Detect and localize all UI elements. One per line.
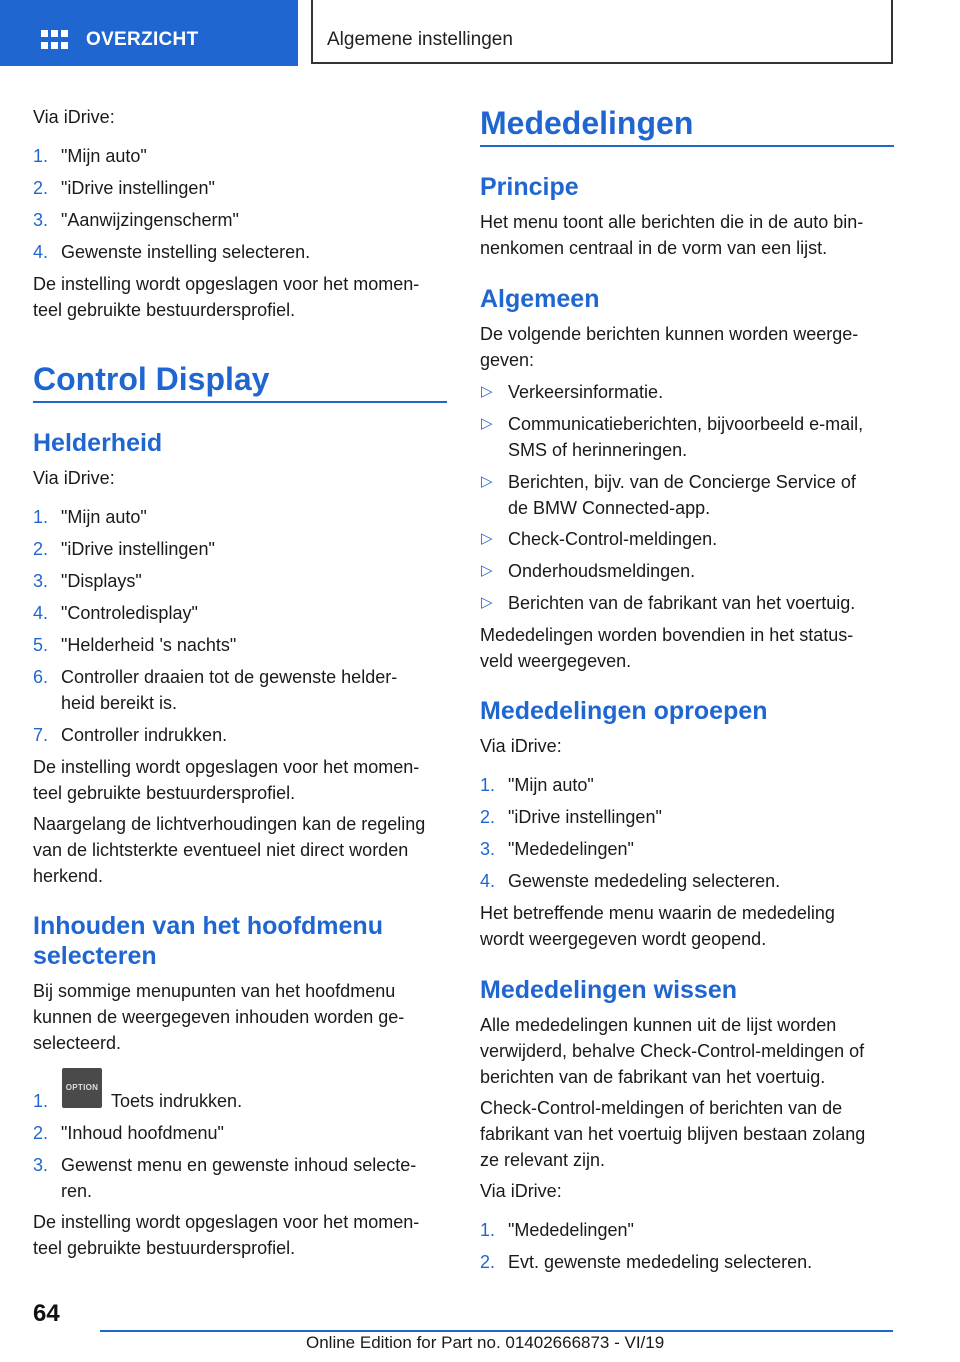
- paragraph: De instelling wordt opgeslagen voor het momen-: [33, 1212, 420, 1232]
- paragraph: Naargelang de lichtverhoudingen kan de regeling: [33, 814, 426, 834]
- via-idrive-label: Via iDrive:: [33, 468, 115, 488]
- via-idrive-label: Via iDrive:: [33, 107, 115, 127]
- section-header: [311, 0, 893, 64]
- paragraph: Mededelingen worden bovendien in het status-: [480, 625, 854, 645]
- heading-main-menu: Inhouden van het hoofdmenu: [33, 912, 383, 940]
- heading-principle: Principe: [480, 173, 579, 201]
- triangle-bullet-icon: ▷: [481, 562, 493, 579]
- paragraph: selecteerd.: [33, 1033, 122, 1053]
- triangle-bullet-icon: ▷: [481, 383, 493, 400]
- paragraph: berichten van de fabrikant van het voertuig.: [480, 1067, 826, 1087]
- heading-control-display: Control Display: [33, 361, 270, 397]
- paragraph: van de lichtsterkte eventueel niet direct worden: [33, 840, 409, 860]
- paragraph: veld weergegeven.: [480, 651, 632, 671]
- paragraph: teel gebruikte bestuurdersprofiel.: [33, 1238, 296, 1258]
- paragraph: ze relevant zijn.: [480, 1150, 606, 1170]
- heading-general: Algemeen: [480, 285, 600, 313]
- paragraph: De volgende berichten kunnen worden weerge-: [480, 324, 859, 344]
- triangle-bullet-icon: ▷: [481, 415, 493, 432]
- paragraph: geven:: [480, 350, 535, 370]
- heading-brightness: Helderheid: [33, 429, 163, 457]
- paragraph: teel gebruikte bestuurdersprofiel.: [33, 300, 296, 320]
- triangle-bullet-icon: ▷: [481, 473, 493, 490]
- paragraph: Alle mededelingen kunnen uit de lijst worden: [480, 1015, 837, 1035]
- paragraph: Bij sommige menupunten van het hoofdmenu: [33, 981, 396, 1001]
- paragraph: verwijderd, behalve Check-Control-meldingen of: [480, 1041, 865, 1061]
- grid-icon: [41, 30, 67, 52]
- paragraph: De instelling wordt opgeslagen voor het momen-: [33, 274, 420, 294]
- heading-rule: [480, 145, 894, 147]
- paragraph: herkend.: [33, 866, 104, 886]
- paragraph: De instelling wordt opgeslagen voor het momen-: [33, 757, 420, 777]
- overview-label: OVERZICHT: [86, 29, 199, 50]
- heading-rule: [33, 401, 447, 403]
- paragraph: teel gebruikte bestuurdersprofiel.: [33, 783, 296, 803]
- heading-delete-messages: Mededelingen wissen: [480, 976, 738, 1004]
- footer-edition: Online Edition for Part no. 01402666873 - VI/19: [306, 1333, 665, 1352]
- triangle-bullet-icon: ▷: [481, 530, 493, 547]
- heading-call-messages: Mededelingen oproepen: [480, 697, 768, 725]
- paragraph: fabrikant van het voertuig blijven bestaan zolang: [480, 1124, 866, 1144]
- triangle-bullet-icon: ▷: [481, 594, 493, 611]
- page-number: 64: [33, 1300, 60, 1327]
- overview-tab[interactable]: [0, 0, 298, 66]
- heading-main-menu-cont: selecteren: [33, 942, 157, 970]
- paragraph: Het menu toont alle berichten die in de auto bin-: [480, 212, 864, 232]
- footer-rule: [100, 1330, 893, 1332]
- via-idrive-label: Via iDrive:: [480, 736, 562, 756]
- via-idrive-label: Via iDrive:: [480, 1181, 562, 1201]
- heading-messages: Mededelingen: [480, 105, 694, 141]
- paragraph: Het betreffende menu waarin de mededeling: [480, 903, 835, 923]
- section-title: Algemene instellingen: [327, 29, 513, 50]
- paragraph: kunnen de weergegeven inhouden worden ge-: [33, 1007, 405, 1027]
- option-key-icon: OPTION: [62, 1068, 102, 1108]
- paragraph: Check-Control-meldingen of berichten van de: [480, 1098, 843, 1118]
- paragraph: nenkomen centraal in de vorm van een lijst.: [480, 238, 828, 258]
- paragraph: wordt weergegeven wordt geopend.: [480, 929, 767, 949]
